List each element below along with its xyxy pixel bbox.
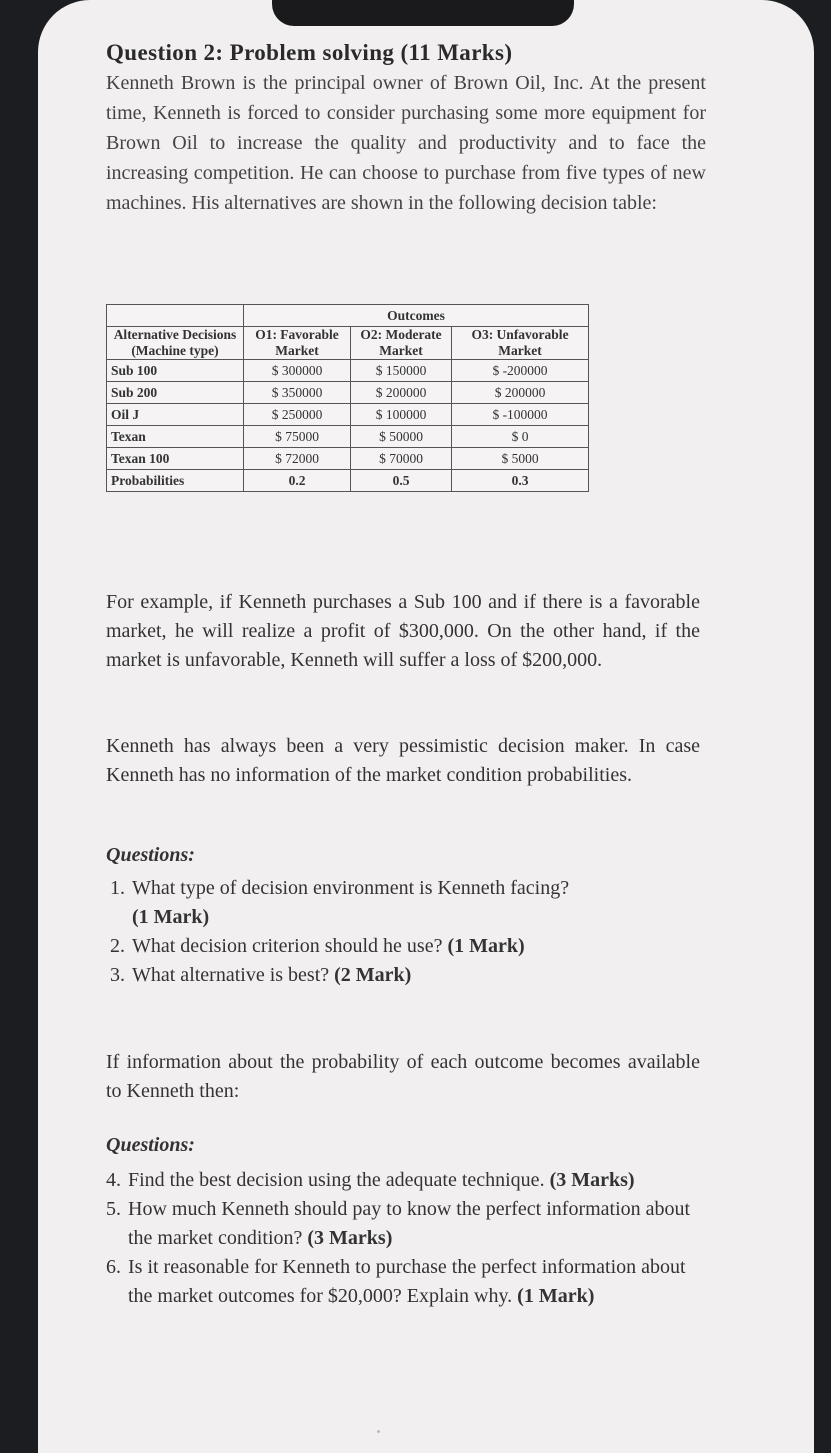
table-row: Sub 100 $ 300000 $ 150000 $ -200000	[107, 360, 589, 382]
table-corner	[107, 305, 244, 327]
screen-dot	[377, 1430, 380, 1433]
o3-header: O3: Unfavorable Market	[452, 327, 589, 360]
question-item: 3. What alternative is best? (2 Mark)	[130, 961, 710, 990]
question-list-1	[102, 874, 710, 990]
example-paragraph: For example, if Kenneth purchases a Sub 100 and if there is a favorable market, he will realize a profit of $300,000. On the other hand, if the market is unfavorable, Kenneth will suffer a loss of $200,000.	[106, 591, 700, 671]
question-list-2	[98, 1166, 706, 1311]
question-item: 1. What type of decision environment is Kenneth facing? (1 Mark)	[130, 874, 710, 932]
question-item: 6. Is it reasonable for Kenneth to purchase the perfect information about the market outcomes for $20,000? Explain why. (1 Mark)	[126, 1253, 706, 1311]
question-item: 5. How much Kenneth should pay to know the perfect information about the market condition? (3 Marks)	[126, 1195, 706, 1253]
question-content	[106, 40, 706, 1307]
question-title: Question 2: Problem solving (11 Marks)	[106, 40, 513, 65]
question-item: 2. What decision criterion should he use? (1 Mark)	[130, 932, 710, 961]
phone-notch	[272, 0, 574, 26]
o1-header: O1: Favorable Market	[244, 327, 351, 360]
outcomes-header: Outcomes	[244, 305, 589, 327]
table-row: Texan $ 75000 $ 50000 $ 0	[107, 426, 589, 448]
pessimist-paragraph: Kenneth has always been a very pessimistic decision maker. In case Kenneth has no information of the market condition probabilities.	[106, 735, 700, 786]
table-row: Oil J $ 250000 $ 100000 $ -100000	[107, 404, 589, 426]
questions-heading-1: Questions:	[106, 844, 195, 866]
decision-table	[106, 304, 589, 492]
info-paragraph: If information about the probability of each outcome becomes available to Kenneth then:	[106, 1051, 700, 1102]
table-row: Texan 100 $ 72000 $ 70000 $ 5000	[107, 448, 589, 470]
questions-heading-2: Questions:	[106, 1134, 195, 1156]
o2-header: O2: Moderate Market	[351, 327, 452, 360]
table-row: Sub 200 $ 350000 $ 200000 $ 200000	[107, 382, 589, 404]
probabilities-row: Probabilities 0.2 0.5 0.3	[107, 470, 589, 492]
intro-paragraph: Kenneth Brown is the principal owner of Brown Oil, Inc. At the present time, Kenneth is forced to consider purchasing some more equipment for Brown Oil to increase the quality and productivity and to face the increasing competition. He can choose to purchase from five types of new machines. His alternatives are shown in the following decision table:	[106, 72, 706, 214]
alternative-header: Alternative Decisions (Machine type)	[107, 327, 244, 360]
question-item: 4. Find the best decision using the adequate technique. (3 Marks)	[126, 1166, 706, 1195]
